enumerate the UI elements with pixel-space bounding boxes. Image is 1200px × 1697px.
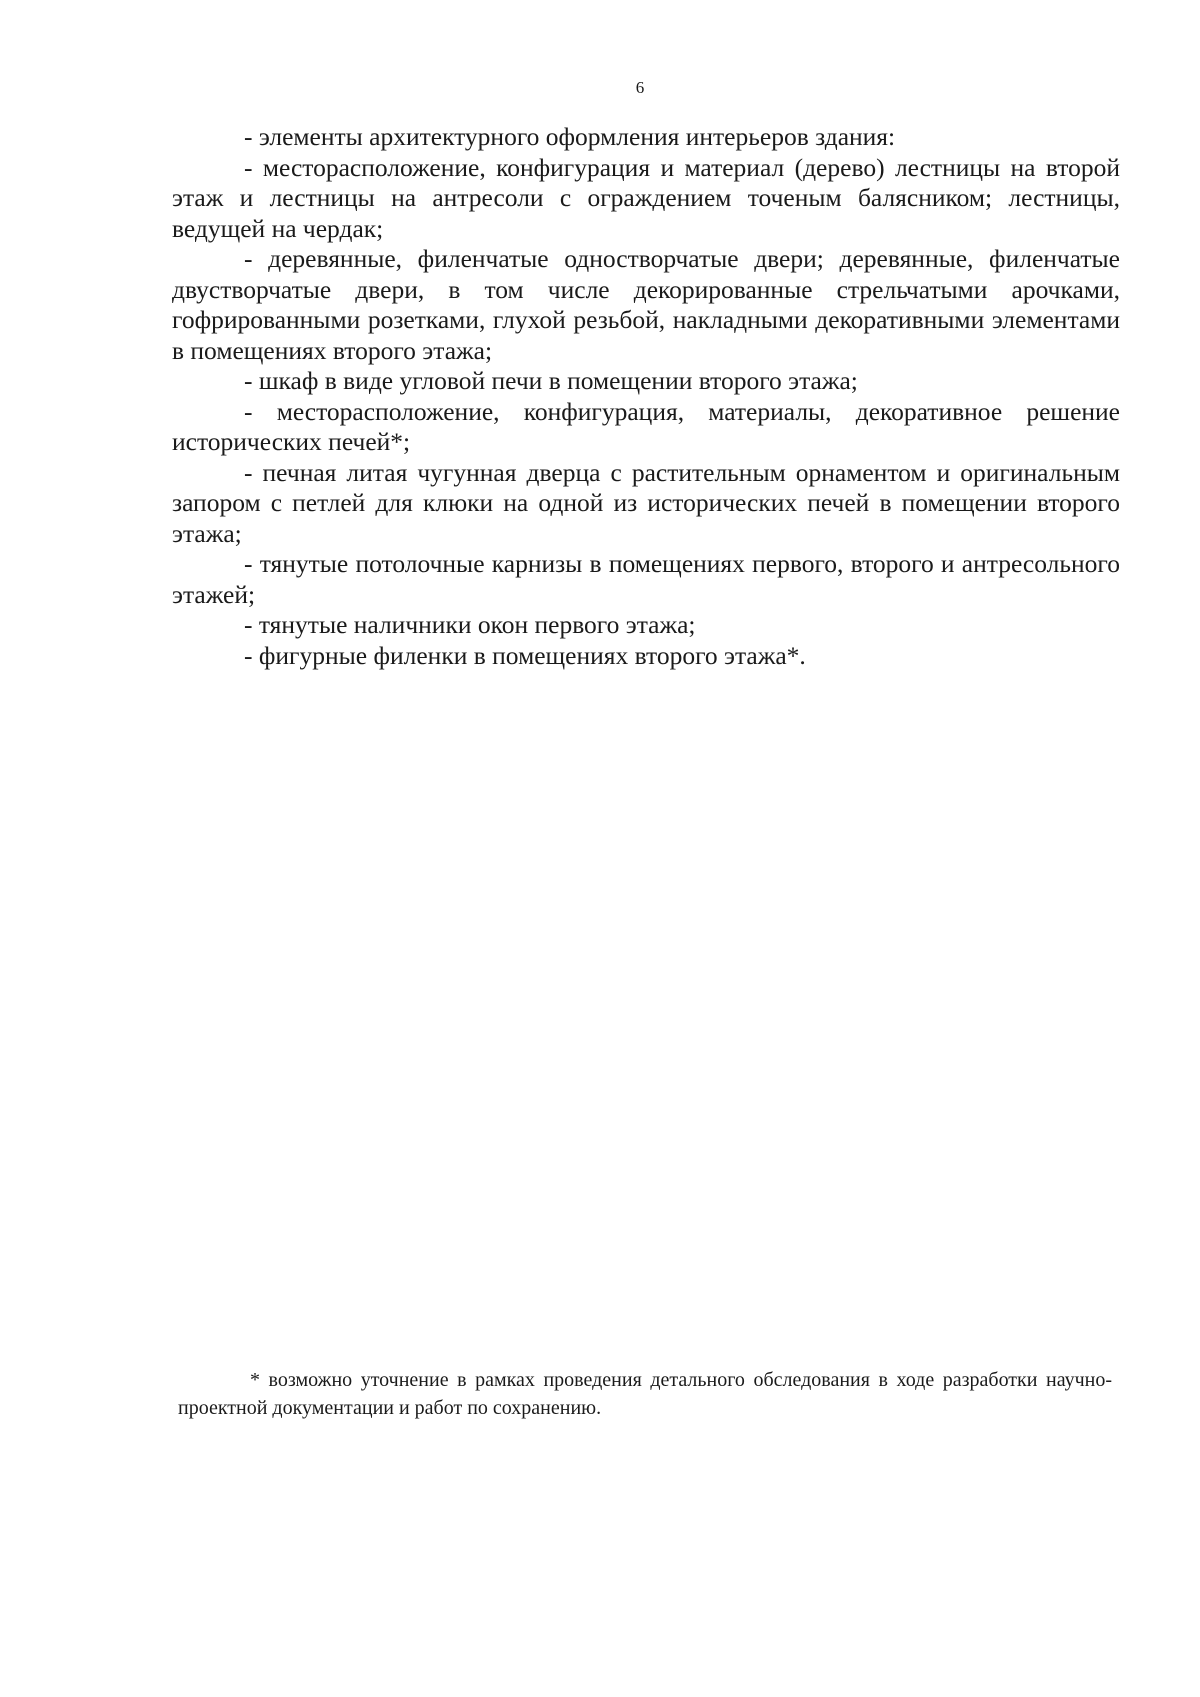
list-item: - тянутые наличники окон первого этажа; xyxy=(244,610,696,639)
page-number: 6 xyxy=(635,78,645,97)
list-item: - элементы архитектурного оформления интерьеров здания: xyxy=(244,122,896,151)
list-item: - шкаф в виде угловой печи в помещении второго этажа; xyxy=(244,366,858,395)
list-item: - месторасположение, конфигурация, материалы, декоративное решение исторических печей*; xyxy=(172,396,1120,456)
list-item: - печная литая чугунная дверца с растительным орнаментом и оригинальным запором с петлей для клюки на одной из исторических печей в помещении второго этажа; xyxy=(172,457,1120,548)
list-item: - тянутые потолочные карнизы в помещениях первого, второго и антресольного этажей; xyxy=(172,549,1120,609)
footnote: * возможно уточнение в рамках проведения детального обследования в ходе разработки научно-проектной документации и работ по сохранению. xyxy=(178,1369,1112,1419)
main-text xyxy=(172,122,1120,671)
list-item: - деревянные, филенчатые одностворчатые двери; деревянные, филенчатые двустворчатые двери, в том числе декорированные стрельчатыми арочками, гофрированными розетками, глухой резьбой, накладными декоративными элементами в помещениях второго этажа; xyxy=(172,244,1120,365)
list-item: - фигурные филенки в помещениях второго этажа*. xyxy=(244,640,806,670)
list-item: - месторасположение, конфигурация и материал (дерево) лестницы на второй этаж и лестницы на антресоли с ограждением точеным балясником; лестницы, ведущей на чердак; xyxy=(172,152,1120,243)
